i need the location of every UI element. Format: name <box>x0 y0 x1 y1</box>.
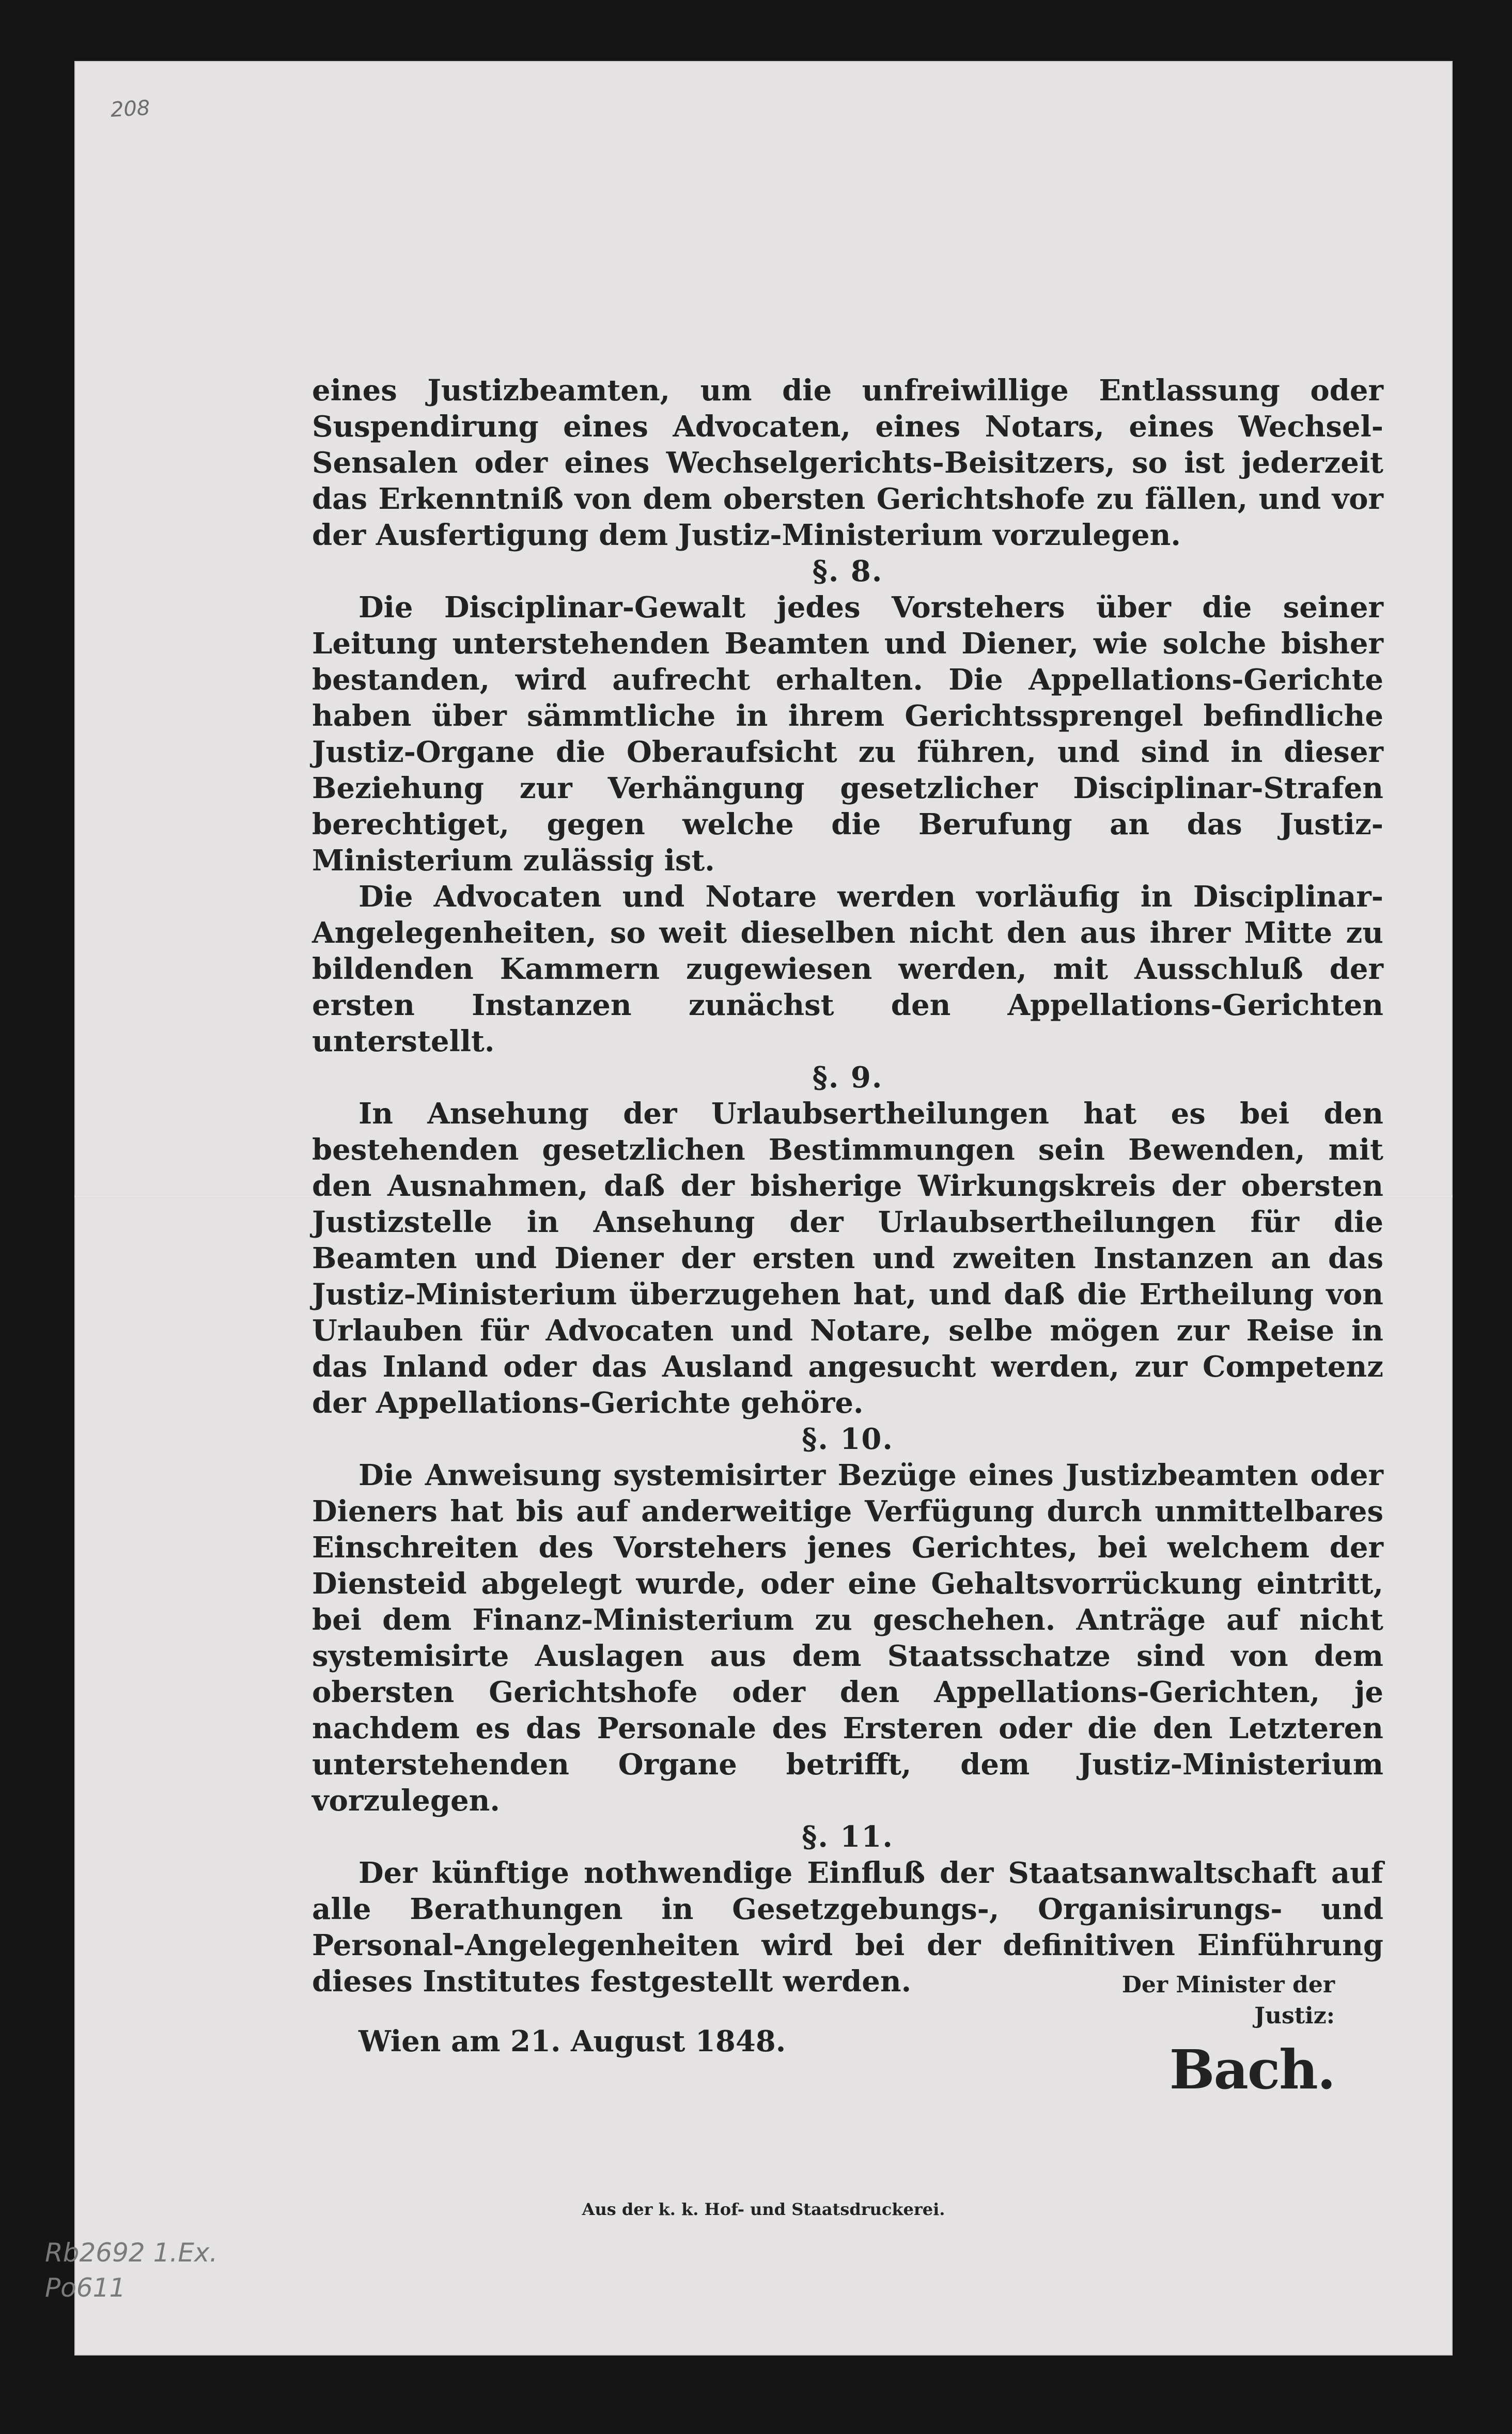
signature-name: Bach. <box>1169 2038 1335 2101</box>
paragraph-continuation: eines Justizbeamten, um die unfreiwillige Entlassung oder Suspendirung eines Advocaten, eines Notars, eines Wechsel-Sensalen oder eines Wechselgerichts-Beisitzers, so ist jederzeit das Erkenntniß von dem obersten Gerichtshofe zu fällen, und vor der Ausfertigung dem Justiz-Ministerium vorzulegen. <box>312 373 1383 552</box>
pencil-note-bottom-1: Rb2692 1.Ex. <box>45 2238 218 2268</box>
paragraph-11: Der künftige nothwendige Einfluß der Staatsanwaltschaft auf alle Berathungen in Gesetzgebungs-, Organisirungs- und Personal-Angelegenheiten wird bei der definitiven Einführung dieses Institutes festgestellt werden. <box>312 1856 1383 1999</box>
document-page <box>74 61 1453 2355</box>
signature-block <box>1046 1970 1335 2101</box>
paragraph-8-1: Die Disciplinar-Gewalt jedes Vorstehers über die seiner Leitung unterstehenden Beamten und Diener, wie solche bisher bestanden, wird aufrecht erhalten. Die Appellations-Gerichte haben über sämmtliche in ihrem Gerichtssprengel befindliche Justiz-Organe die Oberaufsicht zu führen, und sind in dieser Beziehung zur Verhängung gesetzlicher Disciplinar-Strafen berechtiget, gegen welche die Berufung an das Justiz-Ministerium zulässig ist. <box>312 590 1383 878</box>
section-heading-9: §. 9. <box>812 1060 883 1095</box>
section-heading-11: §. 11. <box>802 1820 894 1854</box>
paragraph-9: In Ansehung der Urlaubsertheilungen hat es bei den bestehenden gesetzlichen Bestimmungen sein Bewenden, mit den Ausnahmen, daß der bisherige Wirkungskreis der obersten Justizstelle in Ansehung der Urlaubsertheilungen für die Beamten und Diener der ersten und zweiten Instanzen an das Justiz-Ministerium überzugehen hat, und daß die Ertheilung von Urlauben für Advocaten und Notare, selbe mögen zur Reise in das Inland oder das Ausland angesucht werden, zur Competenz der Appellations-Gerichte gehöre. <box>312 1097 1383 1420</box>
paragraph-8-2: Die Advocaten und Notare werden vorläufig in Disciplinar-Angelegenheiten, so weit dieselben nicht den aus ihrer Mitte zu bildenden Kammern zugewiesen werden, mit Ausschluß der ersten Instanzen zunächst den Appellations-Gerichten unterstellt. <box>312 880 1383 1058</box>
printer-imprint: Aus der k. k. Hof- und Staatsdruckerei. <box>582 2199 945 2219</box>
signature-title: Der Minister der Justiz: <box>1121 1972 1335 2029</box>
document-body <box>312 372 1383 2059</box>
pencil-note-top: 208 <box>110 96 151 122</box>
section-heading-8: §. 8. <box>812 554 883 588</box>
pencil-note-bottom-2: Po611 <box>45 2273 126 2303</box>
section-heading-10: §. 10. <box>802 1422 894 1456</box>
paragraph-10: Die Anweisung systemisirter Bezüge eines Justizbeamten oder Dieners hat bis auf anderweitige Verfügung durch unmittelbares Einschreiten des Vorstehers jenes Gerichtes, bei welchem der Diensteid abgelegt wurde, oder eine Gehaltsvorrückung eintritt, bei dem Finanz-Ministerium zu geschehen. Anträge auf nicht systemisirte Auslagen aus dem Staatsschatze sind von dem obersten Gerichtshofe oder den Appellations-Gerichten, je nachdem es das Personale des Ersteren oder die den Letzteren unterstehenden Organe betrifft, dem Justiz-Ministerium vorzulegen. <box>312 1458 1383 1818</box>
date-line: Wien am 21. August 1848. <box>358 2024 786 2058</box>
